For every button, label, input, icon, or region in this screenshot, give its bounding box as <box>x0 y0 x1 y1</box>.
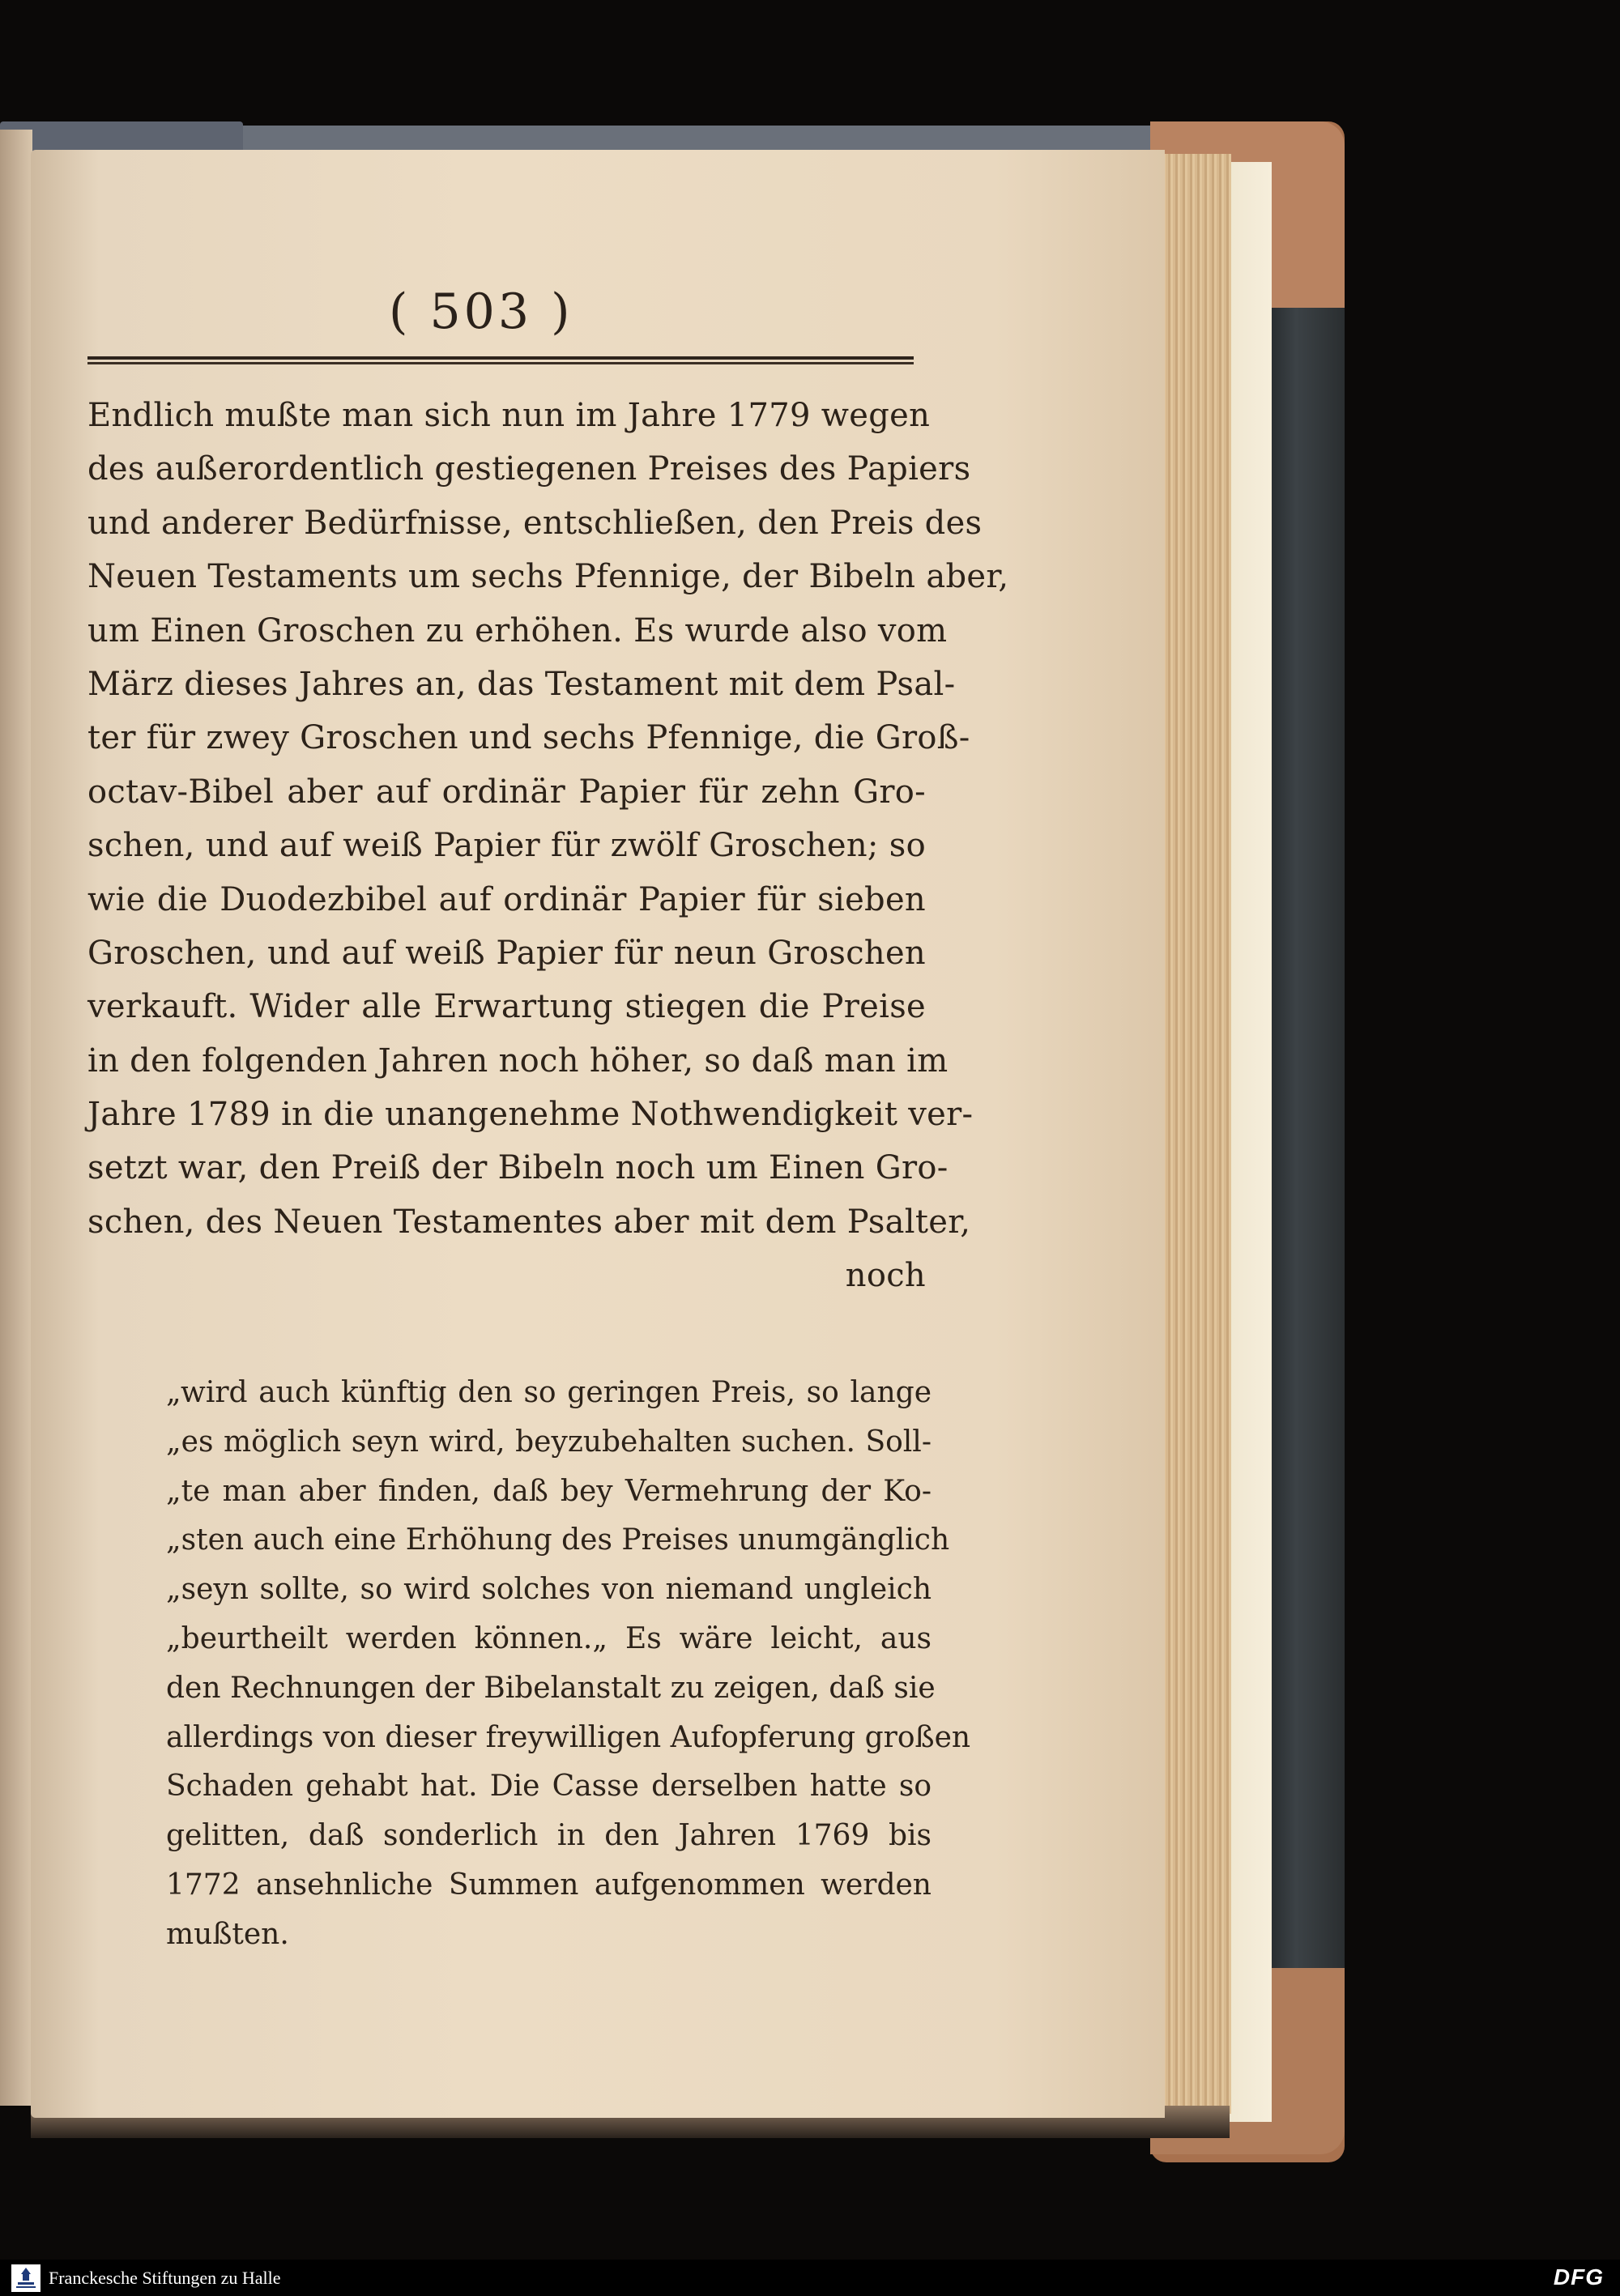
footnote-line: gelitten, daß sonderlich in den Jahren 1769 bis <box>166 1819 932 1853</box>
text-line: in den folgenden Jahren noch höher, so daß man im <box>87 1042 949 1080</box>
text-line: octav-Bibel aber auf ordinär Papier für zehn Gro- <box>87 773 926 811</box>
page-number-header: ( 503 ) <box>389 283 573 340</box>
footnote-line: 1772 ansehnliche Summen aufgenommen werden <box>166 1868 932 1902</box>
text-line: und anderer Bedürfnisse, entschließen, den Preis des <box>87 504 983 542</box>
franckesche-stiftungen-logo-icon <box>11 2264 40 2292</box>
footnote-line: mußten. <box>166 1917 289 1951</box>
body-text <box>87 389 1009 1303</box>
footnote-line: „seyn sollte, so wird solches von niemand ungleich <box>166 1573 932 1607</box>
footnote-line: „beurtheilt werden können.„ Es wäre leicht, aus <box>166 1621 932 1655</box>
text-line: des außerordentlich gestiegenen Preises des Papiers <box>87 450 971 488</box>
text-line: Endlich mußte man sich nun im Jahre 1779 wegen <box>87 397 931 434</box>
footnote-line: Schaden gehabt hat. Die Casse derselben hatte so <box>166 1770 932 1804</box>
catchword: noch <box>845 1257 926 1295</box>
text-line: März dieses Jahres an, das Testament mit dem Psal- <box>87 665 956 703</box>
text-line: ter für zwey Groschen und sechs Pfennige, die Groß- <box>87 719 970 757</box>
spine-top <box>0 121 243 154</box>
text-line: verkauft. Wider alle Erwartung stiegen die Preise <box>87 988 926 1026</box>
text-line: setzt war, den Preiß der Bibeln noch um Einen Gro- <box>87 1149 949 1187</box>
footnote-text <box>166 1369 971 1960</box>
footnote-line: den Rechnungen der Bibelanstalt zu zeigen, daß sie <box>166 1671 936 1705</box>
institution-name[interactable]: Franckesche Stiftungen zu Halle <box>49 2268 281 2288</box>
text-line: wie die Duodezbibel auf ordinär Papier für sieben <box>87 880 926 918</box>
page-edges <box>1158 154 1231 2114</box>
header-rule <box>87 355 914 366</box>
footnote-line: „es möglich seyn wird, beyzubehalten suchen. Soll- <box>166 1425 932 1459</box>
dfg-logo[interactable]: DFG <box>1553 2264 1604 2290</box>
facing-page-edge <box>0 130 32 2106</box>
text-line: Groschen, und auf weiß Papier für neun Groschen <box>87 934 926 972</box>
binding-board-top <box>243 126 1280 150</box>
footnote-line: „wird auch künftig den so geringen Preis, so lange <box>166 1376 932 1409</box>
footnote-line: allerdings von dieser freywilligen Aufopferung großen <box>166 1720 971 1754</box>
footnote-line: „te man aber finden, daß bey Vermehrung der Ko- <box>166 1474 932 1508</box>
footnote-line: „sten auch eine Erhöhung des Preises unumgänglich <box>166 1523 950 1557</box>
text-line: um Einen Groschen zu erhöhen. Es wurde also vom <box>87 611 948 650</box>
text-line: schen, und auf weiß Papier für zwölf Groschen; so <box>87 827 926 865</box>
marbled-board <box>1264 308 1345 1968</box>
text-line: Jahre 1789 in die unangenehme Nothwendigkeit ver- <box>87 1096 974 1134</box>
text-line: schen, des Neuen Testamentes aber mit dem Psalter, <box>87 1203 971 1241</box>
text-line: Neuen Testaments um sechs Pfennige, der Bibeln aber, <box>87 558 1009 596</box>
